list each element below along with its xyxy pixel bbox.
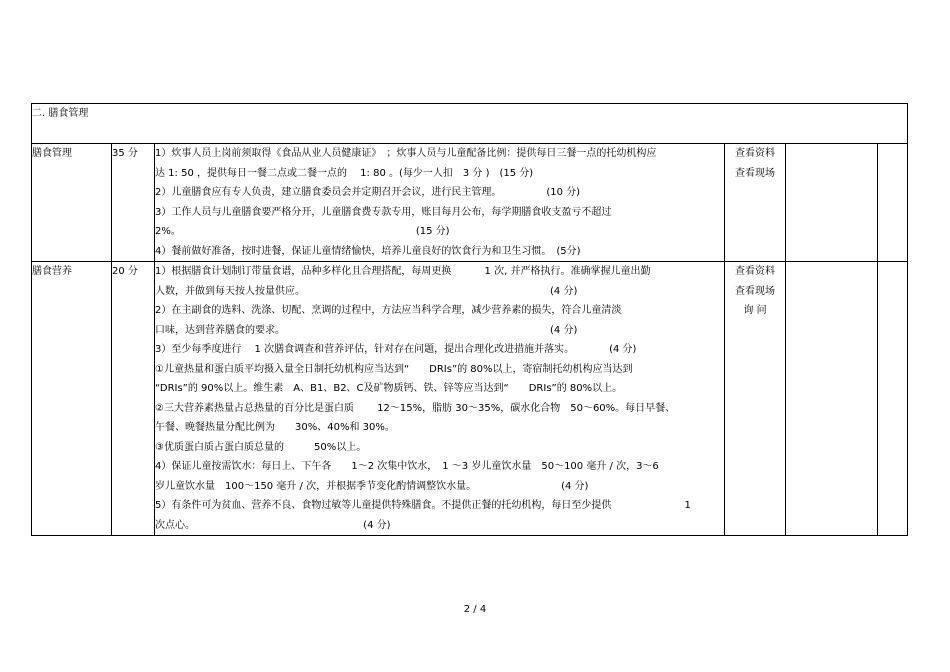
category-cell: 膳食管理 bbox=[32, 144, 112, 262]
page-number: 2 / 4 bbox=[463, 604, 487, 615]
table-row bbox=[32, 144, 908, 262]
requirement-line: 午餐、晚餐热量分配比例为 30%、40%和 30%。 bbox=[155, 422, 395, 433]
empty-cell bbox=[786, 144, 878, 262]
requirements-cell bbox=[155, 262, 725, 536]
requirement-line: 2）儿童膳食应有专人负责，建立膳食委员会并定期召开会议，进行民主管理。 (10 分) bbox=[155, 187, 581, 198]
requirement-line: ③优质蛋白质占蛋白质总量的 50%以上。 bbox=[155, 441, 367, 453]
method-item: 查看资料 bbox=[735, 266, 775, 277]
score-cell: 20 分 bbox=[112, 262, 155, 536]
requirement-line: 2%。 (15 分) bbox=[155, 226, 450, 237]
method-item: 询 问 bbox=[743, 305, 767, 316]
score-cell: 35 分 bbox=[112, 144, 155, 262]
section-title: 二. 膳食管理 bbox=[32, 104, 908, 144]
empty-cell bbox=[786, 262, 878, 536]
method-cell bbox=[725, 144, 786, 262]
requirement-line: 次点心。 (4 分) bbox=[155, 519, 391, 531]
requirement-line: “DRIs”的 90%以上。维生素 A、B1、B2、C及矿物质钙、铁、锌等应当达到“ DRIs”的 80%以上。 bbox=[155, 383, 623, 394]
requirements-cell bbox=[155, 144, 725, 262]
method-item: 查看现场 bbox=[735, 167, 775, 179]
requirement-line: 1）炊事人员上岗前须取得《食品从业人员健康证》 ；炊事人员与儿童配备比例：提供每日三餐一点的托幼机构应 bbox=[155, 148, 657, 159]
requirement-line: 4）保证儿童按需饮水：每日上、下午各 1～2 次集中饮水， 1 ～3 岁儿童饮水量 50～100 毫升 / 次，3～6 bbox=[155, 461, 659, 472]
requirement-line: ①儿童热量和蛋白质平均摄入量全日制托幼机构应当达到“ DRIs”的 80%以上，寄宿制托幼机构应当达到 bbox=[155, 363, 633, 375]
method-item: 查看现场 bbox=[735, 285, 775, 297]
requirement-line: 人数，并做到每天按人按量供应。 (4 分) bbox=[155, 285, 578, 297]
evaluation-table bbox=[31, 103, 908, 536]
method-item: 查看资料 bbox=[735, 148, 775, 159]
empty-cell bbox=[878, 262, 908, 536]
requirement-line: 5）有条件可为贫血、营养不良、食物过敏等儿童提供特殊膳食。不提供正餐的托幼机构，每日至少提供 1 bbox=[155, 500, 691, 511]
requirement-line: 3）至少每季度进行 1 次膳食调查和营养评估，针对存在问题，提出合理化改进措施并落实。 (4 分) bbox=[155, 344, 637, 355]
requirement-line: 口味，达到营养膳食的要求。 (4 分) bbox=[155, 324, 578, 336]
method-cell bbox=[725, 262, 786, 536]
requirement-line: 达 1: 50 ，提供每日一餐二点或二餐一点的 1: 80 。(每少一人扣 3 分 ) (15 分) bbox=[155, 167, 534, 179]
requirement-line: 3）工作人员与儿童膳食要严格分开，儿童膳食费专款专用，账目每月公布，每学期膳食收支盈亏不超过 bbox=[155, 206, 612, 218]
requirement-line: 岁儿童饮水量 100～150 毫升 / 次，并根据季节变化酌情调整饮水量。 (4 分) bbox=[155, 480, 589, 492]
requirement-line: 1）根据膳食计划制订带量食谱，品种多样化且合理搭配，每周更换 1 次, 并严格执行。准确掌握儿童出勤 bbox=[155, 266, 651, 277]
table-row bbox=[32, 262, 908, 536]
category-cell: 膳食营养 bbox=[32, 262, 112, 536]
requirement-line: 2）在主副食的选料、洗涤、切配、烹调的过程中，方法应当科学合理，减少营养素的损失，符合儿童清淡 bbox=[155, 305, 622, 316]
requirement-line: 4）餐前做好准备，按时进餐，保证儿童情绪愉快，培养儿童良好的饮食行为和卫生习惯。 (5分) bbox=[155, 245, 581, 257]
requirement-line: ②三大营养素热量占总热量的百分比是蛋白质 12～15%，脂肪 30～35%，碳水化合物 50～60%。每日早餐、 bbox=[155, 402, 676, 414]
section-header-row bbox=[32, 104, 908, 144]
empty-cell bbox=[878, 144, 908, 262]
